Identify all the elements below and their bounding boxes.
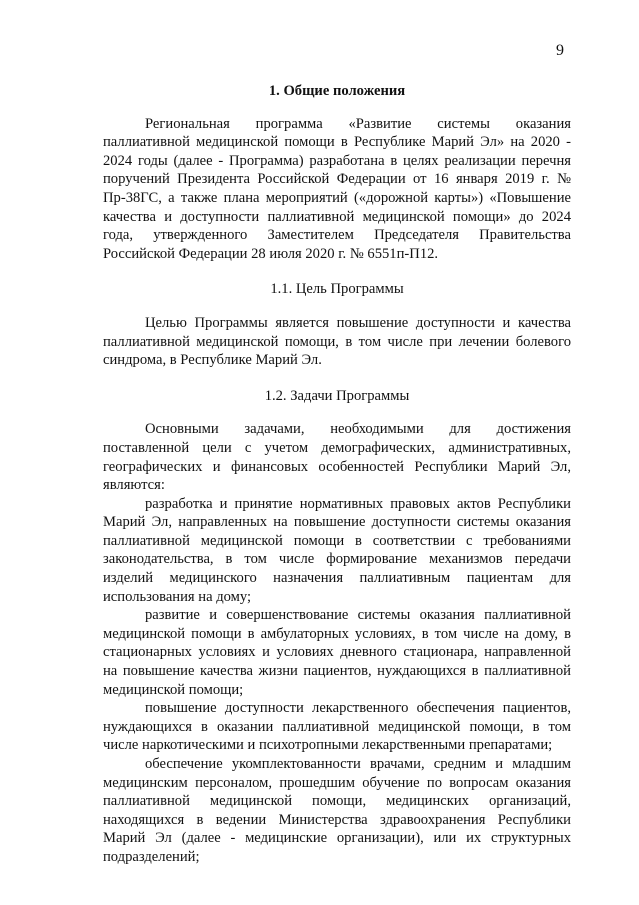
task-item: разработка и принятие нормативных правовых актов Республики Марий Эл, направленных на повышение доступности системы оказания паллиативной медицинской помощи в соответствии с требованиями законодательства, в том числе формирование механизмов передачи изделий медицинского назначения паллиативным пациентам для использования на дому; <box>103 495 571 605</box>
goal-paragraph: Целью Программы является повышение доступности и качества паллиативной медицинской помощи, в том числе при лечении болевого синдрома, в Республике Марий Эл. <box>103 314 571 369</box>
page-number: 9 <box>556 42 564 59</box>
task-item: повышение доступности лекарственного обеспечения пациентов, нуждающихся в оказании паллиативной медицинской помощи, в том числе наркотическими и психотропными лекарственными препаратами; <box>103 700 571 754</box>
document-body <box>103 82 571 867</box>
tasks-intro-paragraph: Основными задачами, необходимыми для достижения поставленной цели с учетом демографических, административных, географических и финансовых особенностей Республики Марий Эл, являются: <box>103 421 571 494</box>
task-item: развитие и совершенствование системы оказания паллиативной медицинской помощи в амбулаторных условиях, в том числе на дому, в стационарных условиях и условиях дневного стационара, направленной на повышение качества жизни пациентов, нуждающихся в паллиативной медицинской помощи; <box>103 607 571 698</box>
intro-paragraph: Региональная программа «Развитие системы оказания паллиативной медицинской помощи в Республике Марий Эл» на 2020 - 2024 годы (далее - Программа) разработана в целях реализации перечня поручений Президента Российской Федерации от 16 января 2019 г. № Пр-38ГС, а также плана мероприятий («дорожной карты») «Повышение качества и доступности паллиативной медицинской помощи» до 2024 года, утвержденного Заместителем Председателя Правительства Российской Федерации 28 июля 2020 г. № 6551п-П12. <box>103 115 571 262</box>
task-item: обеспечение укомплектованности врачами, средним и младшим медицинским персоналом, прошедшим обучение по вопросам оказания паллиативной медицинской помощи, медицинских организаций, находящихся в ведении Министерства здравоохранения Республики Марий Эл (далее - медицинские организации), или их структурных подразделений; <box>103 756 571 865</box>
goal-heading: 1.1. Цель Программы <box>270 281 404 298</box>
section-title: 1. Общие положения <box>268 83 406 99</box>
tasks-heading: 1.2. Задачи Программы <box>264 387 410 404</box>
